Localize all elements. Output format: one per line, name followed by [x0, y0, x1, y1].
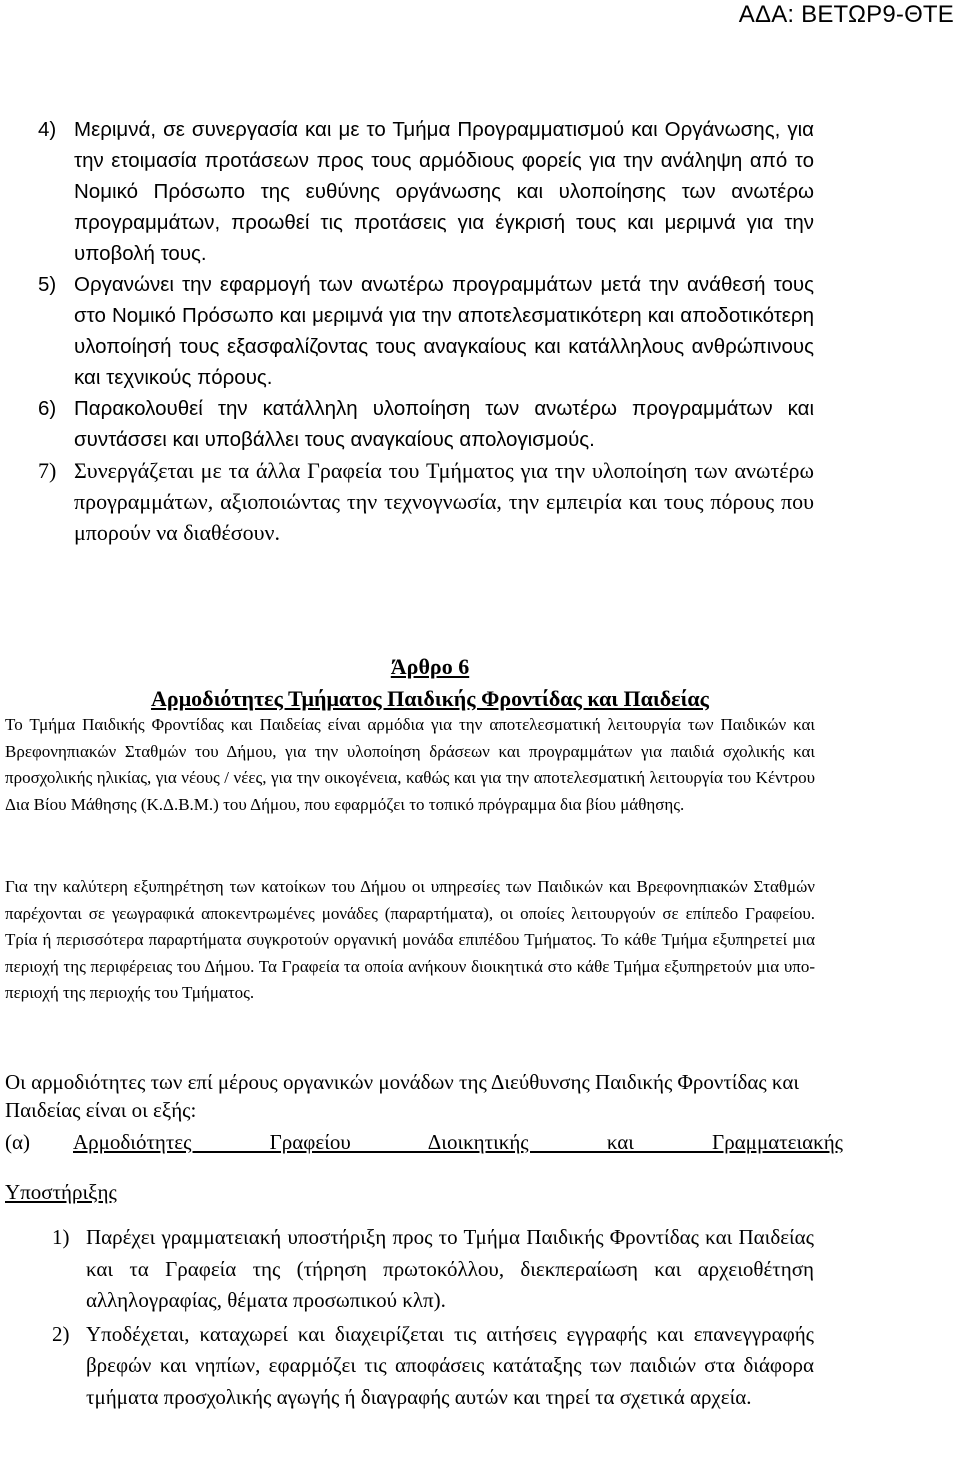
list-item-text: Παρέχει γραμματειακή υποστήριξη προς το Τμήμα Παιδικής Φροντίδας και Παιδείας και τα Γραφεία της (τήρηση πρωτοκόλλου, διεκπεραίωση και αρχειοθέτηση αλληλογραφίας, θέματα προσωπικού κλπ).: [86, 1225, 814, 1312]
list-item-text: Υποδέχεται, καταχωρεί και διαχειρίζεται τις αιτήσεις εγγραφής και επανεγγραφής βρεφών και νηπίων, εφαρμόζει τις αποφάσεις κατάταξης των παιδιών στα διάφορα τμήματα προσχολικής αγωγής ή διαγραφής αυτών και τηρεί τα σχετικά αρχεία.: [86, 1321, 814, 1409]
subsection-title: Αρμοδιότητες Γραφείου Διοικητικής και Γραμματειακής: [73, 1130, 843, 1154]
list-item: [38, 393, 814, 455]
ada-code: ΑΔΑ: ΒΕΤΩΡ9-ΘΤΕ: [738, 1, 954, 28]
paragraph: Οι αρμοδιότητες των επί μέρους οργανικών μονάδων της Διεύθυνσης Παιδικής Φροντίδας και Παιδείας είναι οι εξής:: [5, 1070, 799, 1122]
list-item: [38, 114, 814, 269]
list-item-number: 6): [38, 397, 57, 420]
list-item-text: Μεριμνά, σε συνεργασία και με το Τμήμα Προγραμματισμού και Οργάνωσης, για την ετοιμασία προτάσεων προς τους αρμόδιους φορείς για την ανάληψη από το Νομικό Πρόσωπο της ευθύνης οργάνωσης και υλοποίησης των ανωτέρω προγραμμάτων, προωθεί τις προτάσεις για έγκρισή τους και μεριμνά για την υποβολή τους.: [74, 118, 814, 265]
article-subtitle: Αρμοδιότητες Τμήματος Παιδικής Φροντίδας και Παιδείας: [151, 686, 709, 711]
list-item: [52, 1222, 814, 1317]
list-item: [38, 455, 814, 548]
list-item-text: Οργανώνει την εφαρμογή των ανωτέρω προγραμμάτων μετά την ανάθεσή τους στο Νομικό Πρόσωπο και μεριμνά για την αποτελεσματικότερη και αποδοτικότερη υλοποίησή τους εξασφαλίζοντας τους αναγκαίους και κατάλληλους ανθρώπινους και τεχνικούς πόρους.: [74, 273, 814, 389]
list-item-number: 5): [38, 273, 57, 296]
paragraph: Το Τμήμα Παιδικής Φροντίδας και Παιδείας είναι αρμόδια για την αποτελεσματική λειτουργία των Παιδικών και Βρεφονηπιακών Σταθμών του Δήμου, για την υλοποίηση δράσεων και προγραμμάτων για παιδιά σχολικής και προσχολικής ηλικίας, για νέους / νέες, για την οικογένεια, καθώς και για την αποτελεσματική λειτουργία του Κέντρου Δια Βίου Μάθησης (Κ.Δ.Β.Μ.) του Δήμου, που εφαρμόζει το τοπικό πρόγραμμα δια βίου μάθησης.: [5, 715, 815, 814]
list-item-number: 1): [52, 1225, 70, 1249]
subsection-label: (α): [5, 1130, 30, 1154]
list-item-number: 2): [52, 1321, 70, 1346]
list-item: [38, 269, 814, 393]
list-item-text: Συνεργάζεται με τα άλλα Γραφεία του Τμήματος για την υλοποίηση των ανωτέρω προγραμμάτων, αξιοποιώντας την τεχνογνωσία, την εμπειρία και τους πόρους που μπορούν να διαθέσουν.: [74, 458, 814, 545]
list-item-text: Παρακολουθεί την κατάλληλη υλοποίηση των ανωτέρω προγραμμάτων και συντάσσει και υποβάλλει τους αναγκαίους απολογισμούς.: [74, 397, 814, 451]
paragraph: Για την καλύτερη εξυπηρέτηση των κατοίκων του Δήμου οι υπηρεσίες των Παιδικών και Βρεφονηπιακών Σταθμών παρέχονται σε γεωγραφικά αποκεντρωμένες μονάδες (παραρτήματα), οι οποίες λειτουργούν σε επίπεδο Γραφείου. Τρία ή περισσότερα παραρτήματα συγκροτούν οργανική μονάδα επιπέδου Τμήματος. Το κάθε Τμήμα εξυπηρετεί μια περιοχή της περιφέρειας του Δήμου. Τα Γραφεία τα οποία ανήκουν διοικητικά στο κάθε Τμήμα εξυπηρετούν μια υπο-περιοχή της περιοχής του Τμήματος.: [5, 877, 815, 1003]
article-title: Άρθρο 6: [390, 654, 470, 679]
list-item: [52, 1319, 814, 1414]
list-item-number: 4): [38, 118, 57, 141]
list-item-number: 7): [38, 458, 57, 483]
subsection-title-continued: Υποστήριξης: [5, 1180, 117, 1204]
numbered-list-top: [38, 114, 814, 548]
numbered-list-bottom: [52, 1222, 814, 1413]
